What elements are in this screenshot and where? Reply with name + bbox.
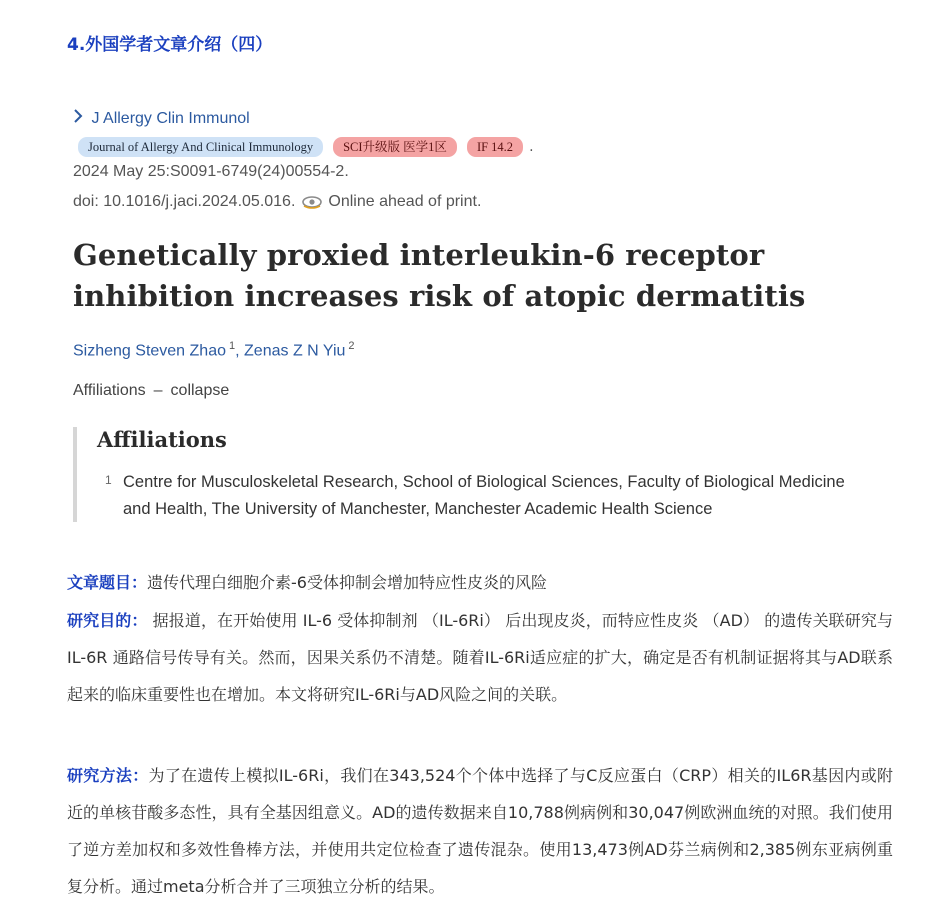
sci-rank-badge: SCI升级版 医学1区 <box>333 137 457 157</box>
title-text: 遗传代理白细胞介素-6受体抑制会增加特应性皮炎的风险 <box>147 573 547 592</box>
impact-factor-badge: IF 14.2 <box>467 137 523 157</box>
journal-name: J Allergy Clin Immunol <box>91 110 250 127</box>
affiliations-toggle[interactable] <box>73 382 229 400</box>
summary-purpose-para <box>67 602 893 713</box>
doi-line <box>73 193 481 211</box>
method-text: 为了在遗传上模拟IL-6Ri，我们在343,524个个体中选择了与C反应蛋白（CRP）相关的IL6R基因内或附近的单核苷酸多态性，具有全基因组意义。AD的遗传数据来自10,788例病例和30,047例欧洲血统的对照。我们使用了逆方差加权和多效性鲁棒方法，并使用共定位检查了遗传混杂。使用13,473例AD芬兰病例和2,385例东亚病例重复分析。通过meta分析合并了三项独立分析的结果。 <box>67 766 893 896</box>
online-ahead-text: Online ahead of print. <box>328 193 482 210</box>
purpose-label: 研究目的： <box>67 611 148 630</box>
author-affil-number[interactable]: 2 <box>348 340 355 352</box>
journal-fullname-badge: Journal of Allergy And Clinical Immunology <box>78 137 323 157</box>
summary-method-para <box>67 757 893 905</box>
chevron-right-icon <box>73 109 87 128</box>
summary-title-para <box>67 564 893 601</box>
affiliation-text: Centre for Musculoskeletal Research, School of Biological Sciences, Faculty of Biological Medicine and Health, The University of Manchester, Manchester Academic Health Science <box>123 473 845 518</box>
title-label: 文章题目： <box>67 573 148 592</box>
paper-title: Genetically proxied interleukin-6 receptor inhibition increases risk of atopic dermatitis <box>73 238 806 313</box>
affiliations-collapse-label: collapse <box>170 382 230 399</box>
affiliations-toggle-dash: – <box>153 382 163 399</box>
affiliations-toggle-label: Affiliations <box>73 382 146 399</box>
doi-text[interactable]: doi: 10.1016/j.jaci.2024.05.016. <box>73 193 296 210</box>
author-link[interactable]: Sizheng Steven Zhao <box>73 342 226 360</box>
method-label: 研究方法： <box>67 766 149 785</box>
affiliations-panel <box>73 427 857 522</box>
affiliations-heading: Affiliations <box>97 427 227 452</box>
online-eye-icon <box>301 195 323 209</box>
citation-date: 2024 May 25:S0091-6749(24)00554-2. <box>73 163 349 180</box>
trailing-dot: . <box>529 139 534 155</box>
author-link[interactable]: Zenas Z N Yiu <box>244 342 346 360</box>
purpose-text: 据报道，在开始使用 IL-6 受体抑制剂 （IL-6Ri） 后出现皮炎，而特应性皮炎 （AD） 的遗传关联研究与 IL-6R 通路信号传导有关。然而，因果关系仍不清楚。随着IL-6Ri适应症的扩大，确定是否有机制证据将其与AD联系起来的临床重要性也在增加。本文将研究IL-6Ri与AD风险之间的关联。 <box>67 611 893 704</box>
author-separator: , <box>235 342 240 360</box>
affiliation-number: 1 <box>105 473 112 487</box>
section-title: 4.外国学者文章介绍（四） <box>67 35 273 55</box>
author-affil-number[interactable]: 1 <box>229 340 236 352</box>
author-list <box>73 340 355 360</box>
journal-badges <box>78 137 534 157</box>
journal-link[interactable] <box>73 109 250 128</box>
